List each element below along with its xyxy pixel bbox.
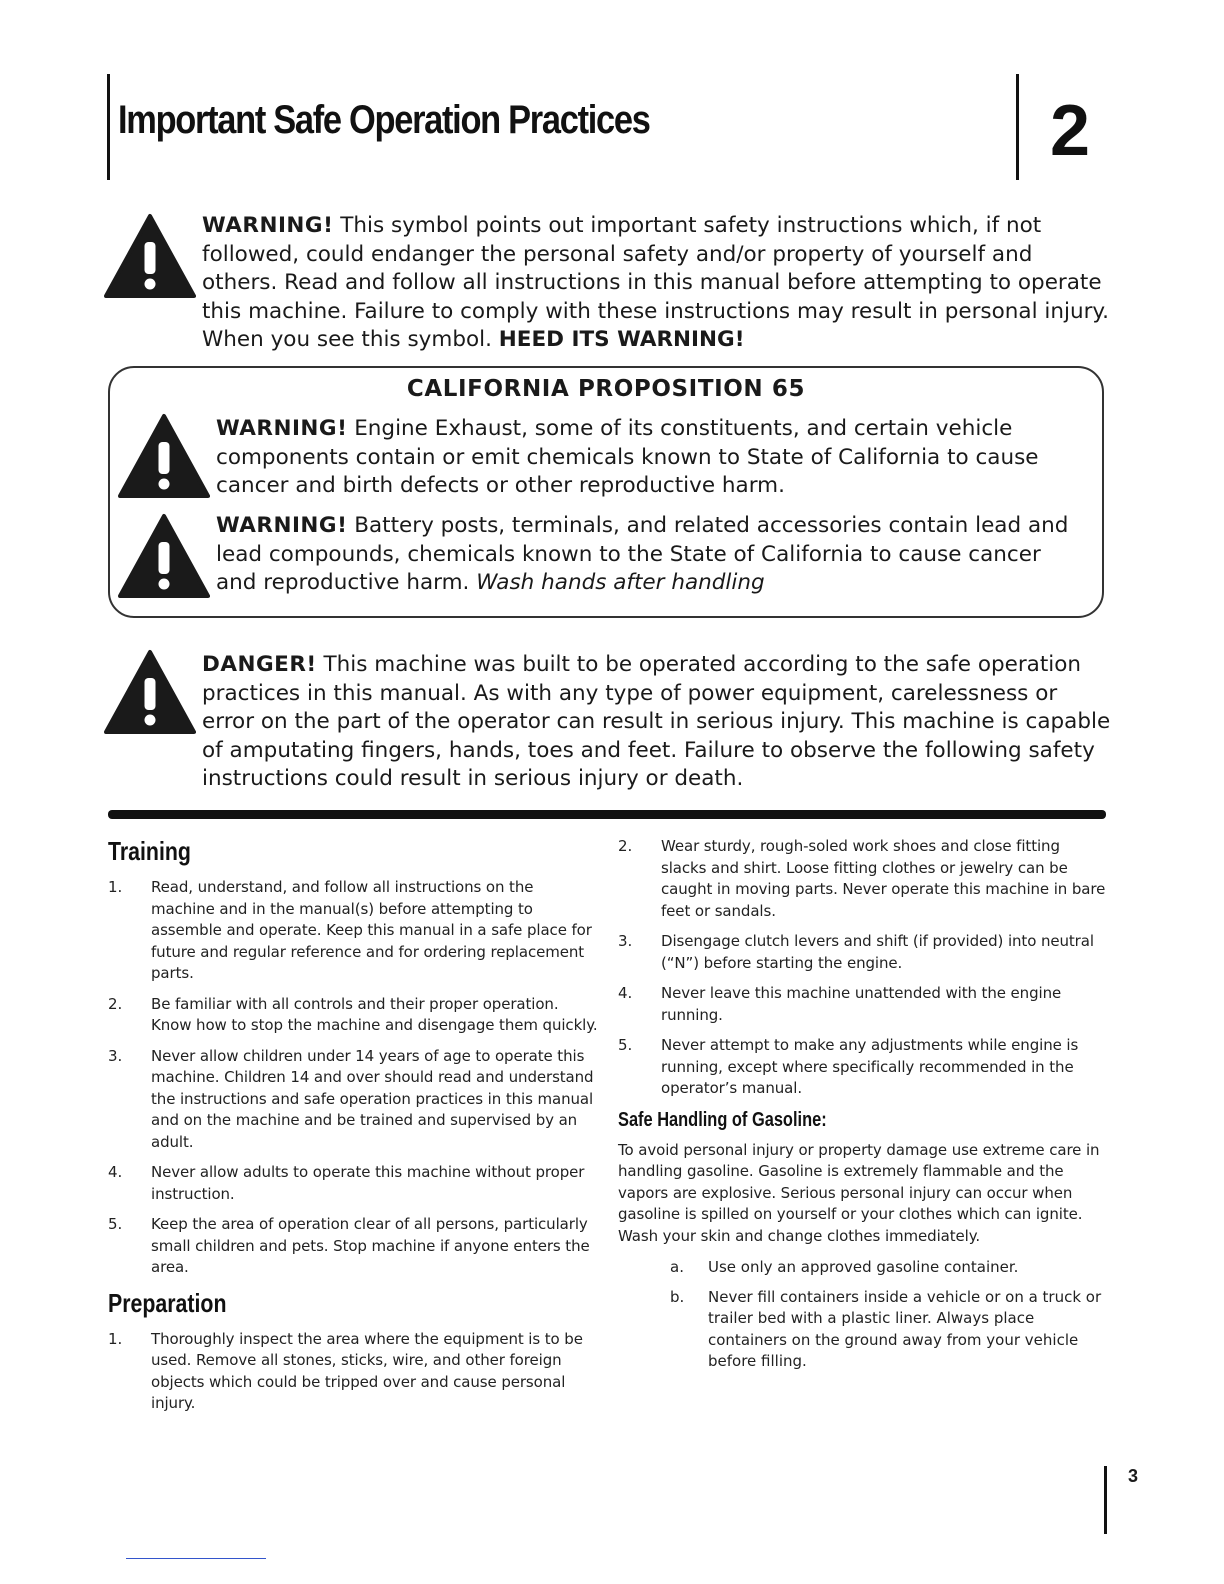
item-text: Use only an approved gasoline container.	[708, 1258, 1019, 1276]
list-item	[670, 1287, 1108, 1373]
list-item	[108, 1214, 598, 1279]
item-text: Never allow adults to operate this machine without proper instruction.	[151, 1163, 585, 1203]
item-text: Read, understand, and follow all instructions on the machine and in the manual(s) before attempting to assemble and operate. Keep this manual in a safe place for future and regular reference and for ordering replacement parts.	[151, 878, 592, 982]
warning-text: This symbol points out important safety instructions which, if not followed, could endanger the personal safety and/or property of yourself and others. Read and follow all instructions in this manual before attempting to operate this machine. Failure to comply with these instructions may result in personal injury.	[202, 213, 1109, 324]
item-text: Never attempt to make any adjustments while engine is running, except where specifically recommended in the operator’s manual.	[661, 1036, 1079, 1097]
item-number: 2.	[618, 837, 633, 855]
item-text: Be familiar with all controls and their proper operation. Know how to stop the machine and disengage them quickly.	[151, 994, 598, 1034]
item-number: 3.	[618, 932, 633, 950]
training-heading: Training	[108, 836, 191, 866]
warning-keyword: WARNING!	[216, 513, 348, 538]
item-number: 4.	[618, 984, 633, 1002]
list-item	[618, 983, 1108, 1026]
list-item	[108, 877, 598, 985]
warning-text: Engine Exhaust, some of its constituents, and certain vehicle components contain or emit chemicals known to State of California to cause cancer and birth defects or other reproductive harm.	[216, 416, 1039, 498]
danger-triangle-icon	[104, 648, 196, 736]
list-item	[108, 994, 598, 1037]
proposition-65-title: CALIFORNIA PROPOSITION 65	[406, 376, 806, 402]
item-number: 5.	[108, 1215, 123, 1233]
item-text: Never fill containers inside a vehicle or on a truck or trailer bed with a plastic liner. Always place containers on the ground away from your vehicle before filling.	[708, 1287, 1102, 1370]
warning-keyword: WARNING!	[216, 416, 348, 441]
exhaust-warning	[216, 415, 1086, 501]
item-letter: b.	[670, 1287, 685, 1306]
item-text: Disengage clutch levers and shift (if provided) into neutral (“N”) before starting the engine.	[661, 932, 1094, 972]
page-number: 3	[1128, 1466, 1139, 1486]
list-item	[108, 1046, 598, 1154]
gasoline-heading: Safe Handling of Gasoline:	[618, 1108, 827, 1131]
left-column	[108, 836, 598, 1424]
warning-symbol-notice	[202, 212, 1112, 355]
item-number: 2.	[108, 994, 123, 1013]
item-letter: a.	[670, 1258, 684, 1276]
preparation-list	[108, 1329, 598, 1415]
item-text: Wear sturdy, rough-soled work shoes and close fitting slacks and shirt. Loose fitting clothes or jewelry can be caught in moving parts. Never operate this machine in bare feet or sandals.	[661, 837, 1106, 920]
training-list	[108, 877, 598, 1279]
item-number: 5.	[618, 1036, 633, 1054]
danger-notice	[202, 651, 1112, 794]
item-number: 1.	[108, 878, 123, 896]
right-column	[618, 836, 1108, 1381]
gasoline-list	[618, 1257, 1108, 1373]
wash-hands-note: Wash hands after handling	[476, 570, 765, 595]
list-item	[108, 1162, 598, 1205]
header-rule-right	[1016, 74, 1019, 180]
header-rule-left	[107, 74, 110, 180]
footer-underline	[126, 1558, 266, 1559]
warning-triangle-icon	[104, 212, 196, 300]
warning-text: Battery posts, terminals, and related accessories contain lead and lead compounds, chemicals known to the State of California to cause cancer and reproductive harm.	[216, 513, 1069, 595]
item-number: 1.	[108, 1329, 123, 1348]
item-number: 3.	[108, 1046, 123, 1065]
battery-warning	[216, 512, 1086, 598]
warning-keyword: WARNING!	[202, 213, 334, 238]
gasoline-intro: To avoid personal injury or property damage use extreme care in handling gasoline. Gasoline is extremely flammable and the vapors are explosive. Serious personal injury can occur when gasoline is spilled on yourself or your clothes which can ignite. Wash your skin and change clothes immediately.	[618, 1140, 1100, 1245]
chapter-number: 2	[1050, 91, 1091, 171]
preparation-heading: Preparation	[108, 1287, 227, 1318]
item-text: Keep the area of operation clear of all persons, particularly small children and pets. Stop machine if anyone enters the area.	[151, 1215, 590, 1276]
warning-triangle-icon	[118, 412, 210, 500]
page-title: Important Safe Operation Practices	[118, 98, 650, 142]
item-number: 4.	[108, 1163, 123, 1181]
heed-warning: HEED ITS WARNING!	[498, 327, 745, 352]
item-text: Never allow children under 14 years of age to operate this machine. Children 14 and over should read and understand the instructions and safe operation practices in this manual and on the machine and be trained and supervised by an adult.	[151, 1046, 594, 1151]
footer-rule	[1104, 1466, 1107, 1534]
list-item	[108, 1329, 598, 1415]
item-text: Thoroughly inspect the area where the equipment is to be used. Remove all stones, sticks, wire, and other foreign objects which could be tripped over and cause personal injury.	[151, 1329, 583, 1412]
preparation-list-continued	[618, 836, 1108, 1100]
warning-triangle-icon	[118, 512, 210, 600]
list-item	[618, 836, 1108, 922]
danger-text: This machine was built to be operated according to the safe operation practices in this manual. As with any type of power equipment, carelessness or error on the part of the operator can result in serious injury. This machine is capable of amputating fingers, hands, toes and feet. Failure to observe the following safety instructions could result in serious injury or death.	[202, 652, 1111, 791]
warning-line2: When you see this symbol.	[202, 327, 499, 352]
list-item	[670, 1257, 1108, 1279]
section-divider	[108, 810, 1106, 819]
item-text: Never leave this machine unattended with the engine running.	[661, 984, 1062, 1024]
danger-keyword: DANGER!	[202, 652, 317, 677]
list-item	[618, 931, 1108, 974]
list-item	[618, 1035, 1108, 1100]
